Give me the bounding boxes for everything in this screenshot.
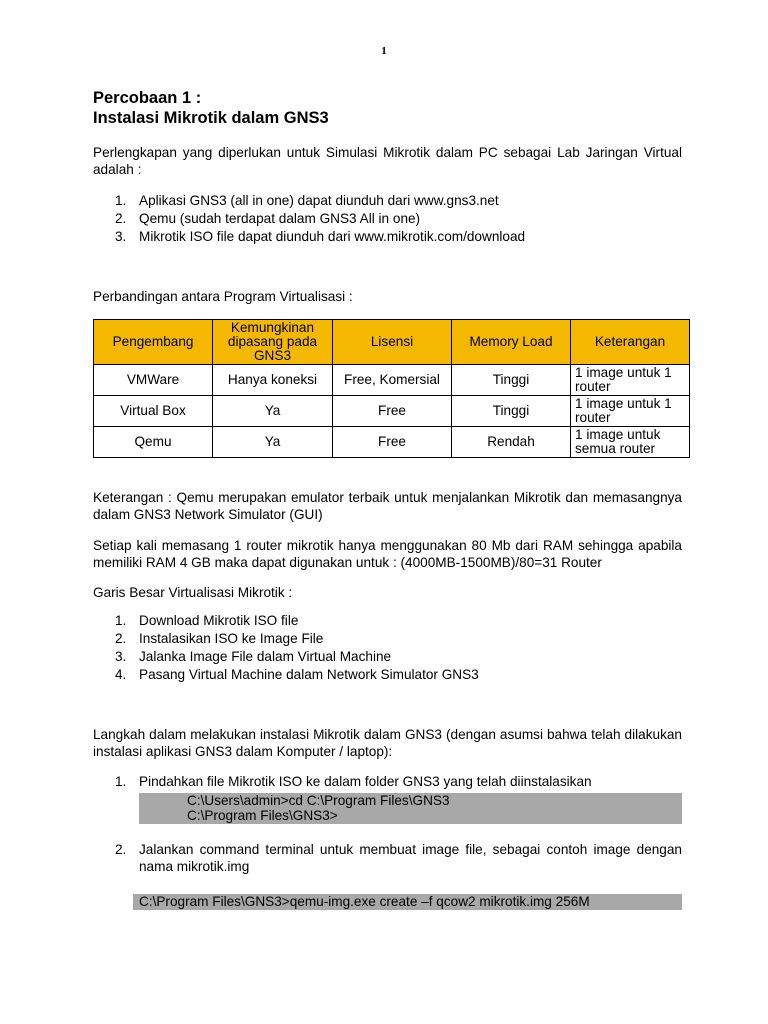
table-cell: VMWare bbox=[94, 365, 213, 396]
table-cell: Free bbox=[333, 427, 452, 458]
list-item-text: Instalasikan ISO ke Image File bbox=[139, 631, 324, 646]
step-text: Jalankan command terminal untuk membuat image file, sebagai contoh image dengan nama mikrotik.img bbox=[139, 842, 682, 874]
comparison-table-wrap bbox=[93, 319, 689, 458]
table-row bbox=[94, 365, 690, 396]
table-cell: Tinggi bbox=[452, 365, 571, 396]
table-row bbox=[94, 396, 690, 427]
requirements-list bbox=[93, 192, 682, 246]
table-cell: Tinggi bbox=[452, 396, 571, 427]
list-item-text: Aplikasi GNS3 (all in one) dapat diunduh dari www.gns3.net bbox=[139, 193, 499, 208]
step-item: 1. Pindahkan file Mikrotik ISO ke dalam folder GNS3 yang telah diinstalasikan bbox=[115, 774, 592, 789]
table-cell: Free, Komersial bbox=[333, 365, 452, 396]
list-item: 1. Download Mikrotik ISO file bbox=[115, 613, 299, 628]
table-row bbox=[94, 427, 690, 458]
table-cell: Hanya koneksi bbox=[213, 365, 333, 396]
code-line: C:\Users\admin>cd C:\Program Files\GNS3 bbox=[187, 793, 450, 808]
list-item: 3. Jalanka Image File dalam Virtual Machine bbox=[115, 649, 392, 664]
table-cell: Free bbox=[333, 396, 452, 427]
title-line-2: Instalasi Mikrotik dalam GNS3 bbox=[93, 109, 329, 127]
list-item: 2. Instalasikan ISO ke Image File bbox=[115, 631, 324, 646]
table-header-cell: Memory Load bbox=[452, 320, 571, 365]
code-line: C:\Program Files\GNS3>qemu-img.exe create –f qcow2 mikrotik.img 256M bbox=[139, 894, 590, 909]
comparison-intro: Perbandingan antara Program Virtualisasi : bbox=[93, 289, 353, 304]
table-cell: 1 image untuk 1 router bbox=[571, 365, 690, 396]
table-header-cell: Pengembang bbox=[94, 320, 213, 365]
table-cell: Ya bbox=[213, 396, 333, 427]
table-cell: 1 image untuk semua router bbox=[571, 427, 690, 458]
page-title bbox=[93, 88, 329, 128]
list-item-text: Qemu (sudah terdapat dalam GNS3 All in one) bbox=[139, 211, 421, 226]
outline-title: Garis Besar Virtualisasi Mikrotik : bbox=[93, 585, 293, 600]
steps-list bbox=[93, 773, 682, 790]
outline-list bbox=[93, 612, 682, 684]
table-cell: 1 image untuk 1 router bbox=[571, 396, 690, 427]
page-number: 1 bbox=[381, 45, 387, 57]
step-item: 2. Jalankan command terminal untuk membuat image file, sebagai contoh image dengan nama mikrotik.img bbox=[115, 842, 682, 874]
code-block-1 bbox=[139, 793, 682, 824]
table-header-cell: Lisensi bbox=[333, 320, 452, 365]
title-line-1: Percobaan 1 : bbox=[93, 89, 202, 107]
table-cell: Virtual Box bbox=[94, 396, 213, 427]
list-item-text: Download Mikrotik ISO file bbox=[139, 613, 299, 628]
intro-paragraph: Perlengkapan yang diperlukan untuk Simulasi Mikrotik dalam PC sebagai Lab Jaringan Virtual adalah : bbox=[93, 145, 682, 177]
comparison-table bbox=[93, 319, 690, 458]
list-item: 2. Qemu (sudah terdapat dalam GNS3 All in one) bbox=[115, 211, 421, 226]
steps-intro-paragraph: Langkah dalam melakukan instalasi Mikrotik dalam GNS3 (dengan asumsi bahwa telah dilakukan instalasi aplikasi GNS3 dalam Komputer / laptop): bbox=[93, 727, 682, 759]
keterangan-paragraph: Keterangan : Qemu merupakan emulator terbaik untuk menjalankan Mikrotik dan memasangnya dalam GNS3 Network Simulator (GUI) bbox=[93, 490, 682, 522]
table-cell: Qemu bbox=[94, 427, 213, 458]
table-cell: Rendah bbox=[452, 427, 571, 458]
code-line: C:\Program Files\GNS3> bbox=[187, 808, 338, 823]
table-cell: Ya bbox=[213, 427, 333, 458]
code-block-2 bbox=[133, 894, 682, 910]
ram-note-paragraph: Setiap kali memasang 1 router mikrotik hanya menggunakan 80 Mb dari RAM sehingga apabila memiliki RAM 4 GB maka dapat digunakan untuk : (4000MB-1500MB)/80=31 Router bbox=[93, 538, 682, 570]
steps-list-2 bbox=[93, 841, 682, 875]
list-item: 4. Pasang Virtual Machine dalam Network Simulator GNS3 bbox=[115, 667, 479, 682]
list-item-text: Pasang Virtual Machine dalam Network Simulator GNS3 bbox=[139, 667, 479, 682]
table-header-row bbox=[94, 320, 690, 365]
list-item: 3. Mikrotik ISO file dapat diunduh dari www.mikrotik.com/download bbox=[115, 229, 526, 244]
list-item-text: Jalanka Image File dalam Virtual Machine bbox=[139, 649, 392, 664]
step-text: Pindahkan file Mikrotik ISO ke dalam folder GNS3 yang telah diinstalasikan bbox=[139, 774, 592, 789]
list-item-text: Mikrotik ISO file dapat diunduh dari www.mikrotik.com/download bbox=[139, 229, 526, 244]
list-item: 1. Aplikasi GNS3 (all in one) dapat diunduh dari www.gns3.net bbox=[115, 193, 499, 208]
table-header-cell: Kemungkinan dipasang pada GNS3 bbox=[213, 320, 333, 365]
table-header-cell: Keterangan bbox=[571, 320, 690, 365]
